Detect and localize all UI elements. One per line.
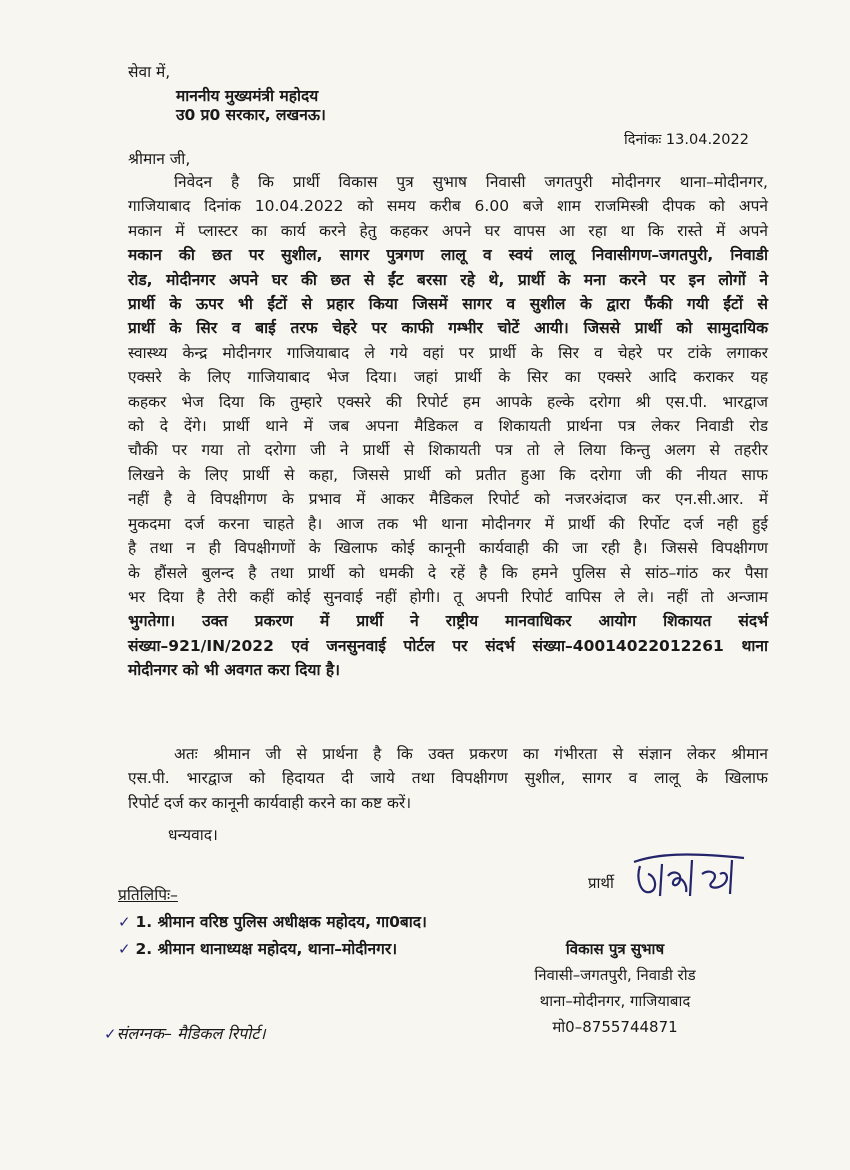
signature-label: प्रार्थी (588, 874, 614, 892)
copy-item-2: ✓ 2. श्रीमान थानाध्यक्ष महोदय, थाना–मोदीनगर। (118, 940, 398, 958)
letter-date: दिनांकः 13.04.2022 (624, 132, 749, 148)
paragraph-line: चौकी पर गया तो दरोगा जी ने प्रार्थी से शिकायती पत्र तो ले लिया किन्तु अलग से तहरीर (128, 441, 768, 460)
copies-heading: प्रतिलिपिः– (118, 886, 178, 904)
salutation-to: सेवा में, (128, 63, 171, 81)
paragraph-line: निवेदन है कि प्रार्थी विकास पुत्र सुभाष निवासी जगतपुरी मोदीनगर थाना–मोदीनगर, (174, 173, 768, 191)
paragraph-line: अतः श्रीमान जी से प्रार्थना है कि उक्त प्रकरण का गंभीरता से संज्ञान लेकर श्रीमान (174, 745, 768, 763)
body-paragraph-2 (128, 742, 768, 815)
paragraph-line: नहीं है वे विपक्षीगण के प्रभाव में आकर मैडिकल रिपोर्ट को नजरअंदाज कर एन.सी.आर. में (128, 490, 768, 509)
paragraph-line: मकान में प्लास्टर का कार्य करने हेतु कहकर अपने घर वापस आ रहा था कि रास्ते में अपने (128, 221, 768, 240)
sender-address-1: निवासी–जगतपुरी, निवाडी रोड (534, 966, 696, 984)
paragraph-line: मोदीनगर को भी अवगत करा दिया है। (128, 661, 341, 680)
paragraph-line: के हौंसले बुलन्द है तथा प्रार्थी को धमकी दे रहें है कि हमने पुलिस से सांठ–गांठ कर पैसा (128, 563, 768, 582)
paragraph-line: संख्या–921/IN/2022 एवं जनसुनवाई पोर्टल पर संदर्भ संख्या–40014022012261 थाना (128, 636, 768, 655)
thanks: धन्यवाद। (168, 826, 218, 844)
signature-drawing (626, 844, 756, 906)
paragraph-line: लिखने के लिए प्रार्थी से कहा, जिससे प्रार्थी को प्रतीत हुआ कि दरोगा जी की नीयत साफ (128, 465, 768, 484)
paragraph-line: एस.पी. भारद्वाज को हिदायत दी जाये तथा विपक्षीगण सुशील, सागर व लालू के खिलाफ (128, 769, 768, 788)
check-mark-icon: ✓ (118, 913, 131, 931)
addressee: माननीय मुख्यमंत्री महोदय (176, 87, 319, 105)
greeting: श्रीमान जी, (128, 150, 191, 168)
enclosure-note: ✓संलग्नक– मैडिकल रिपोर्ट। (104, 1024, 266, 1043)
check-mark-icon: ✓ (118, 940, 131, 958)
paragraph-line: भर दिया है तेरी कहीं कोई सुनवाई नहीं होगी। तू अपनी रिपोर्ट वापिस ले ले। नहीं तो अन्जाम (128, 587, 768, 606)
sender-block (500, 936, 730, 1040)
paragraph-line: मकान की छत पर सुशील, सागर पुत्रगण लालू व स्वयं लालू निवासीगण–जगतपुरी, निवाडी (128, 246, 768, 265)
paragraph-line: रिपोर्ट दर्ज कर कानूनी कार्यवाही करने का कष्ट करें। (128, 793, 412, 812)
paragraph-line: है तथा न ही विपक्षीगणों के खिलाफ कोई कानूनी कार्यवाही की जा रही है। जिससे विपक्षीगण (128, 539, 768, 558)
sender-mobile: मो0–8755744871 (552, 1018, 678, 1036)
paragraph-line: रोड, मोदीनगर अपने घर की छत से ईंट बरसा रहे थे, प्रार्थी के मना करने पर इन लोगों ने (128, 270, 768, 289)
body-paragraph-1 (128, 170, 768, 683)
copies-section (118, 882, 427, 963)
sender-name: विकास पुत्र सुभाष (565, 940, 665, 958)
handwritten-signature (626, 844, 756, 910)
paragraph-line: प्रार्थी के सिर व बाई तरफ चेहरे पर काफी गम्भीर चोटें आयी। जिससे प्रार्थी को सामुदायिक (128, 319, 768, 338)
government: उ0 प्र0 सरकार, लखनऊ। (176, 106, 326, 124)
paragraph-line: प्रार्थी के ऊपर भी ईंटों से प्रहार किया जिसमें सागर व सुशील के द्वारा फैंकी गयी ईंटों से (128, 295, 768, 314)
paragraph-line: गाजियाबाद दिनांक 10.04.2022 को समय करीब 6.00 बजे शाम राजमिस्त्री दीपक को अपने (128, 197, 768, 216)
paragraph-line: भुगतेगा। उक्त प्रकरण में प्रार्थी ने राष्ट्रीय मानवाधिकर आयोग शिकायत संदर्भ (128, 612, 768, 631)
check-mark-icon: ✓ (104, 1025, 117, 1043)
sender-address-2: थाना–मोदीनगर, गाजियाबाद (539, 992, 691, 1010)
paragraph-line: एक्सरे के लिए गाजियाबाद भेज दिया। जहां प्रार्थी के सिर का एक्सरे आदि कराकर यह (128, 368, 768, 387)
paragraph-line: कहकर भेज दिया कि तुम्हारे एक्सरे की रिपोर्ट हम आपके हल्के दरोगा श्री एस.पी. भारद्वाज (128, 392, 768, 411)
copy-item-1: ✓ 1. श्रीमान वरिष्ठ पुलिस अधीक्षक महोदय, गा0बाद। (118, 913, 427, 931)
paragraph-line: मुकदमा दर्ज करना चाहते है। आज तक भी थाना मोदीनगर में प्रार्थी की रिर्पोट दर्ज नही हुई (128, 514, 768, 533)
paragraph-line: को दे देंगे। प्रार्थी थाने में जब अपना मैडिकल व शिकायती प्रार्थना पत्र लेकर निवाडी रोड (128, 417, 768, 436)
paragraph-line: स्वास्थ्य केन्द्र मोदीनगर गाजियाबाद ले गये वहां पर प्रार्थी के सिर व चेहरे पर टांके लगाकर (128, 343, 768, 362)
